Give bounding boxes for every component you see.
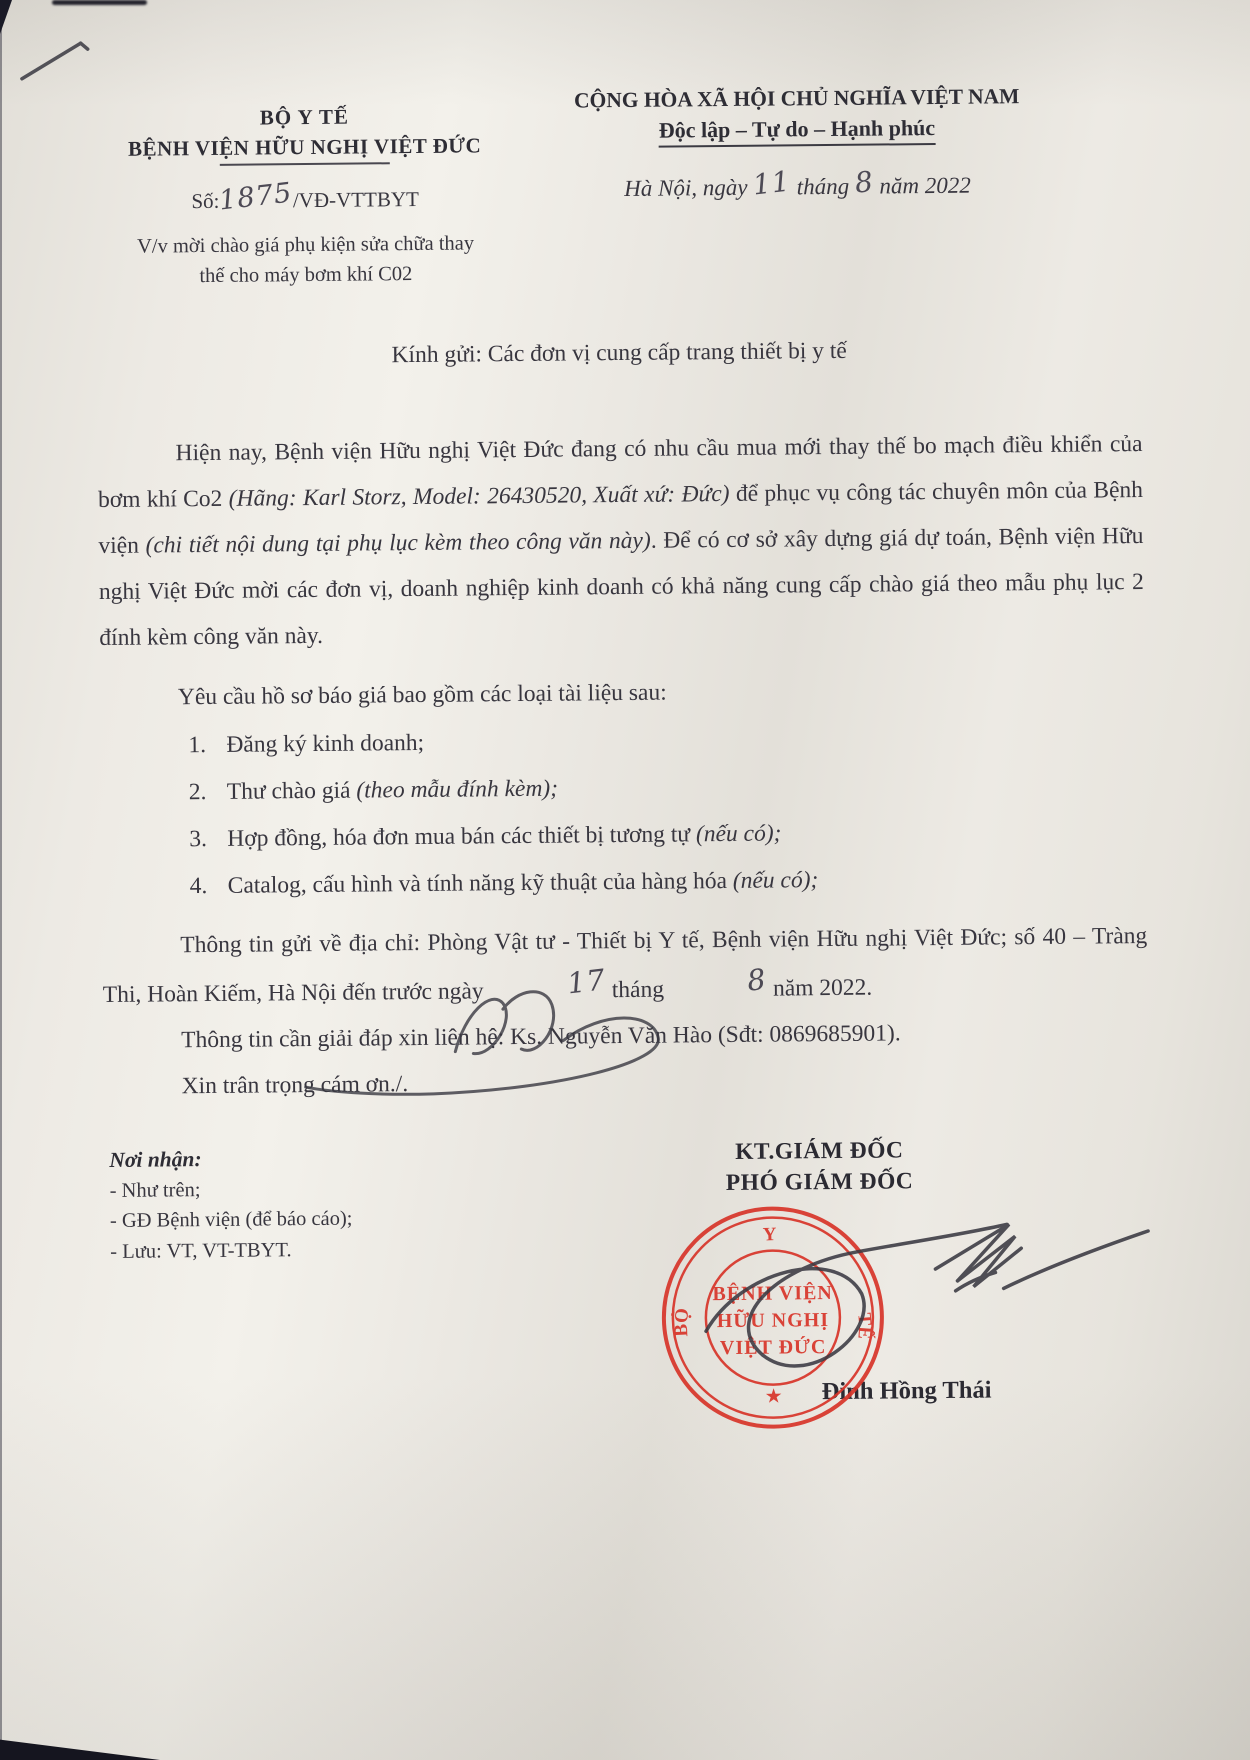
salutation: Kính gửi: Các đơn vị cung cấp trang thiết bị y tế [391,337,847,369]
scan-edge-left [0,0,2,1760]
date-prefix: Hà Nội, ngày [624,174,748,201]
stamp-star-icon: ★ [764,1385,783,1408]
recipient-line: - Như trên; [109,1178,201,1202]
subject-line-2: thế cho máy bơm khí C02 [199,263,413,288]
stamp-arc-top: Y [762,1223,777,1246]
svg-text:Y [762,1224,777,1245]
paragraph-3 [102,913,1148,1018]
p1-text-b: để phục vụ công tác chuyên môn của Bệnh viện [98,477,1144,560]
signer-title-1: KT.GIÁM ĐỐC [735,1137,904,1165]
stamp-line-3: VIỆT ĐỨC [719,1336,827,1360]
stamp-arc-right: TẾ [853,1312,876,1340]
list-item-text: Catalog, cấu hình và tính năng kỹ thuật của hàng hóa [227,867,733,899]
p1-italic-note: (chi tiết nội dung tại phụ lục kèm theo công văn này) [145,527,651,559]
list-item-text: Hợp đồng, hóa đơn mua bán các thiết bị tương tự [227,821,697,852]
signer-title-2: PHÓ GIÁM ĐỐC [725,1168,914,1197]
recipients-title: Nơi nhận: [109,1147,202,1172]
list-item-italic: (theo mẫu đính kèm); [356,775,559,804]
header-left [79,103,531,292]
hospital-stamp [659,1204,887,1432]
date-month-handwritten: 8 [852,164,876,200]
list-item [102,854,1147,911]
signature-block [604,1136,1035,1198]
doc-number-handwritten: 1875 [217,177,295,217]
list-item-number: 2. [188,779,207,806]
p1-text-a: Hiện nay, Bệnh viện Hữu nghị Việt Đức đang có nhu cầu mua mới thay thế bo mạch điều khiển của bơm khí Co2 [97,431,1143,514]
requirement-list [100,713,1147,911]
p3-mid: tháng [605,976,671,1004]
doc-number-label: Số: [191,188,220,214]
list-item-text: Thư chào giá [226,777,357,805]
svg-text:BỘ [670,1307,694,1337]
closing-thanks: Xin trân trọng cám ơn./. [181,1071,409,1100]
stamp-line-1: BỆNH VIỆN [712,1282,833,1306]
national-motto-line2: Độc lập – Tự do – Hạnh phúc [659,115,936,148]
subject-line [80,228,531,292]
recipients-block [109,1143,353,1267]
letter-body [96,325,1148,1110]
date-day-handwritten: 11 [751,164,793,202]
ministry-name: BỘ Y TẾ [259,104,350,130]
p3-text-a: Thông tin gửi về địa chỉ: Phòng Vật tư - Thiết bị Y tế, Bệnh viện Hữu nghị Việt Đức; số 40 – Tràng Thi, Hoàn Kiếm, Hà Nội đến trước ngày [102,922,1148,1009]
deadline-day-handwritten: 17 [565,962,608,1001]
stamp-arc-left: BỘ [670,1307,694,1338]
corner-pen-mark [22,43,88,79]
scan-edge-top [52,0,147,5]
date-suffix: năm 2022 [879,172,971,199]
p1-text-c: . Để có cơ sở xây dựng giá dự toán, Bệnh viện Hữu nghị Việt Đức mời các đơn vị, doanh nghiệp kinh doanh có khả năng cung cấp chào giá theo mẫu phụ lục 2 đính kèm công văn này. [98,523,1144,652]
list-item-number: 1. [188,732,207,759]
list-item-text: Đăng ký kinh doanh; [226,729,425,758]
document-number [80,177,530,217]
hospital-underline [220,162,390,166]
recipient-line: - GĐ Bệnh viện (để báo cáo); [109,1207,353,1232]
date-mid: tháng [796,173,850,200]
deadline-month-handwritten: 8 [745,961,769,998]
national-motto-line1: CỘNG HÒA XÃ HỘI CHỦ NGHĨA VIỆT NAM [573,84,1020,113]
signer-name: Đinh Hồng Thái [821,1376,992,1406]
paragraph-4: Thông tin cần giải đáp xin liên hệ: Ks. Nguyễn Văn Hào (Sđt: 0869685901). [181,1020,901,1054]
list-item-italic: (nếu có); [732,867,819,894]
header-right [539,84,1055,204]
doc-number-suffix: /VĐ-VTTBYT [292,186,419,213]
hospital-name: BỆNH VIỆN HỮU NGHỊ VIỆT ĐỨC [127,133,482,161]
subject-line-1: V/v mời chào giá phụ kiện sửa chữa thay [136,232,475,258]
recipient-line: - Lưu: VT, VT-TBYT. [110,1238,292,1263]
date-line [540,166,1055,204]
list-item-italic: (nếu có); [695,820,782,848]
paragraph-2: Yêu cầu hồ sơ báo giá bao gồm các loại tài liệu sau: [177,679,667,711]
p3-text-b: năm 2022. [767,974,873,1002]
list-item-number: 3. [189,826,208,853]
paragraph-1 [97,421,1144,661]
stamp-line-2: HỮU NGHỊ [716,1309,830,1333]
list-item-number: 4. [189,873,208,900]
p1-italic-model: (Hãng: Karl Storz, Model: 26430520, Xuất xứ: Đức) [228,480,730,512]
